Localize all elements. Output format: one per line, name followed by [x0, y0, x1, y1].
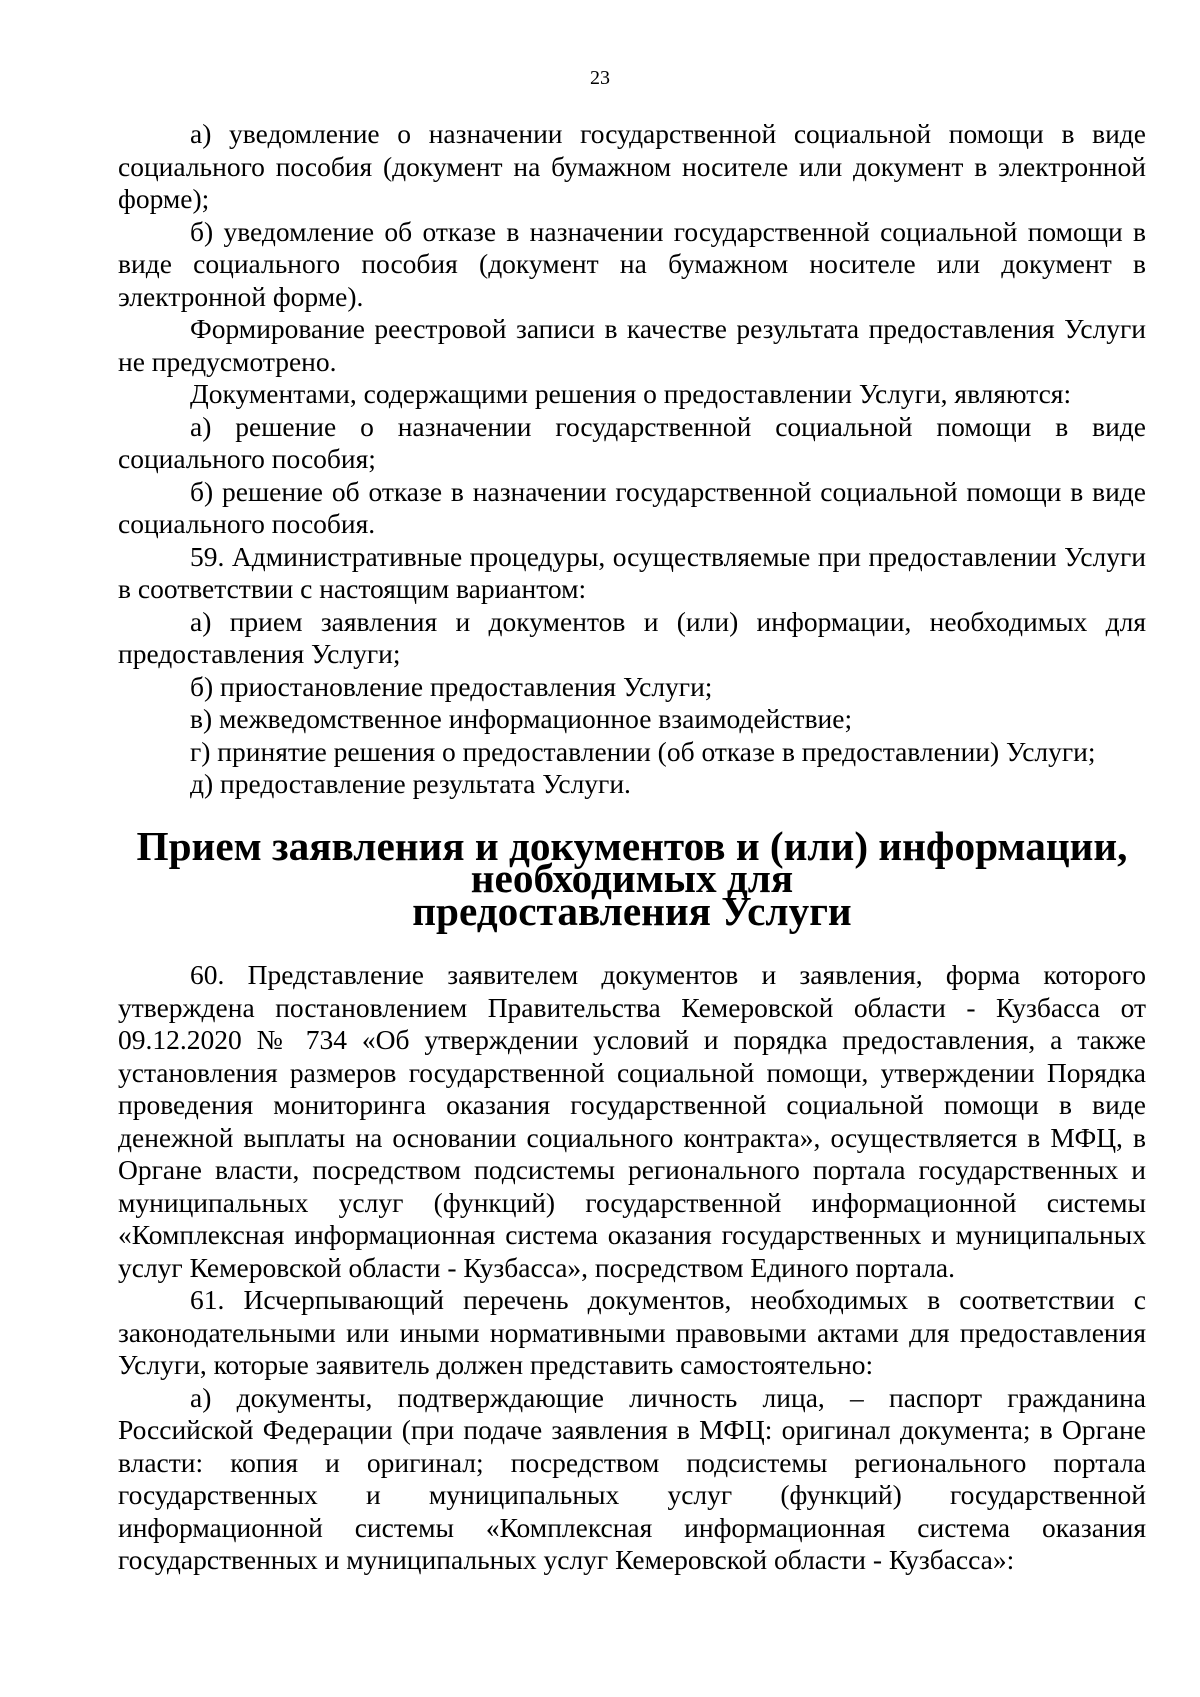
paragraph-61-a: а) документы, подтверждающие личность лица, – паспорт гражданина Российской Федерации (при подаче заявления в МФЦ: оригинал документа; в Органе власти: копия и оригинал; посредством подсистемы регионального портала государственных и муниципальных услуг (функций) государственной информационной системы «Комплексная информационная система оказания государственных и муниципальных услуг Кемеровской области - Кузбасса»: — [118, 1381, 1146, 1575]
list-item-a: а) прием заявления и документов и (или) информации, необходимых для предоставления Услуги; — [118, 605, 1146, 669]
page-number: 23 — [590, 67, 610, 89]
list-item-b: б) приостановление предоставления Услуги; — [190, 670, 713, 702]
section-heading-line1: Прием заявления и документов и (или) информации, необходимых для — [136, 822, 1128, 901]
list-item-v: в) межведомственное информационное взаимодействие; — [190, 703, 853, 734]
paragraph-60: 60. Представление заявителем документов и заявления, форма которого утверждена постановлением Правительства Кемеровской области - Кузбасса от 09.12.2020 № 734 «Об утверждении условий и порядка предоставления, а также установления размеров государственной социальной помощи, утверждении Порядка проведения мониторинга оказания государственной социальной помощи в виде денежной выплаты на основании социального контракта», осуществляется в МФЦ, в Органе власти, посредством подсистемы регионального портала государственных и муниципальных услуг (функций) государственной информационной системы «Комплексная информационная система оказания государственных и муниципальных услуг Кемеровской области - Кузбасса», посредством Единого портала. — [118, 959, 1146, 1283]
list-item-g: г) принятие решения о предоставлении (об отказе в предоставлении) Услуги; — [190, 735, 1096, 767]
document-body — [118, 118, 1146, 1577]
paragraph-decision-documents: Документами, содержащими решения о предоставлении Услуги, являются: — [190, 378, 1072, 409]
paragraph-notification-grant: а) уведомление о назначении государственной социальной помощи в виде социального пособия (документ на бумажном носителе или документ в электронной форме); — [118, 118, 1146, 214]
paragraph-decision-grant: а) решение о назначении государственной социальной помощи в виде социального пособия; — [118, 410, 1146, 474]
list-item-d: д) предоставление результата Услуги. — [190, 768, 631, 799]
section-heading-line2: предоставления Услуги — [412, 887, 852, 934]
section-heading — [118, 822, 1146, 934]
paragraph-61: 61. Исчерпывающий перечень документов, необходимых в соответствии с законодательными или иными нормативными правовыми актами для предоставления Услуги, которые заявитель должен представить самостоятельно: — [118, 1284, 1146, 1380]
paragraph-registry-record: Формирование реестровой записи в качестве результата предоставления Услуги не предусмотрено. — [118, 313, 1146, 377]
paragraph-decision-refusal: б) решение об отказе в назначении государственной социальной помощи в виде социального пособия. — [118, 475, 1146, 539]
paragraph-59: 59. Административные процедуры, осуществляемые при предоставлении Услуги в соответствии с настоящим вариантом: — [118, 540, 1146, 604]
paragraph-notification-refusal: б) уведомление об отказе в назначении государственной социальной помощи в виде социального пособия (документ на бумажном носителе или документ в электронной форме). — [118, 215, 1146, 312]
